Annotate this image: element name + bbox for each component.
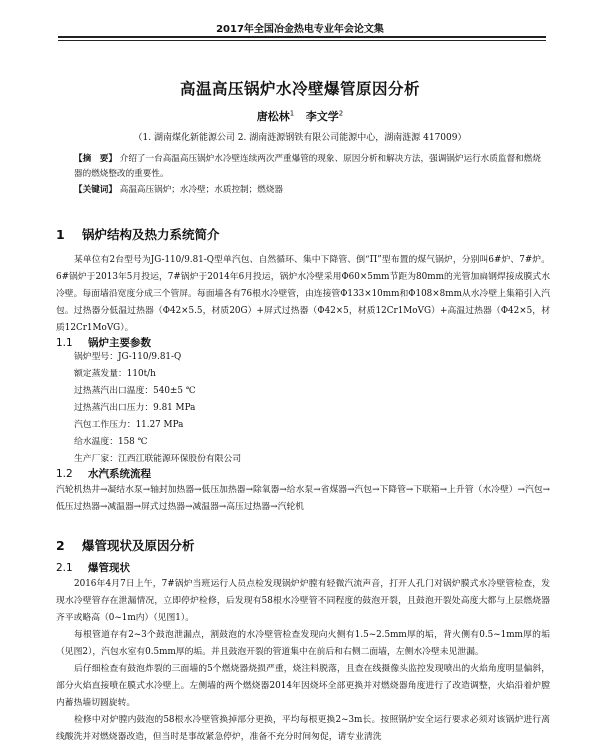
running-header: 2017年全国冶金热电专业年会论文集 [216,24,384,35]
section-heading [56,225,220,243]
section-number: 1 [56,227,65,242]
subsection-number: 2.1 [56,562,73,574]
section-heading [56,536,195,554]
author-mark: 1 [289,109,295,118]
paper-title: 高温高压锅炉水冷壁爆管原因分析 [179,80,420,98]
paragraph: 每根管道存有2~3个鼓泡泄漏点，割鼓泡的水冷壁管检查发现向火侧有1.5~2.5mm厚的垢，背火侧有0.5~1mm厚的垢（见图2），汽包水室有0.5mm厚的垢。并且鼓泡开裂的管道集中在前后和右侧二面墙，左侧水冷壁未见泄漏。 [56,630,550,657]
body-paragraph [56,576,550,746]
section-number: 2 [56,538,65,553]
paragraph: 2016年4月7日上午，7#锅炉当班运行人员点检发现锅炉炉膛有轻微汽流声音，打开人孔门对锅炉膜式水冷壁管检查，发现水冷壁管存在泄漏情况，立即停炉检修，后发现有58根水冷壁管不同程度的鼓泡开裂，且鼓泡开裂处高度大都与上层燃烧器齐平或略高（0~1m内）（见图1）。 [56,579,550,623]
author-name: 唐松林 [256,110,290,123]
section-title: 锅炉结构及热力系统简介 [82,227,220,242]
keywords [74,183,544,198]
header-rule-thin [58,40,546,41]
abstract [74,152,544,182]
subsection-heading [56,466,151,481]
subsection-title: 爆管现状 [88,562,130,574]
paragraph: 检修中对炉膛内鼓泡的58根水冷壁管换掉部分更换，平均每根更换2~3m长。按照锅炉安全运行要求必须对该锅炉进行离线酸洗并对燃烧器改造，但当时是事故紧急停炉，准备不充分时间匆促，请专业清洗 [56,715,550,742]
author-name: 李文学 [305,110,339,123]
parameter-item: 过热蒸汽出口压力：9.81 MPa [74,403,196,413]
body-paragraph: 某单位有2台型号为JG-110/9.81-Q型单汽包、自然循环、集中下降管、倒“П”型布置的煤气锅炉，分别叫6#炉、7#炉。6#锅炉于2013年5月投运，7#锅炉于2014年6月投运，锅炉水冷壁采用Φ60×5mm节距为80mm的光管加扁钢焊接成膜式水冷壁。每面墙沿宽度分成三个管屏。每面墙各有76根水冷壁管，由连接管Φ133×10mm和Φ108×8mm从水冷壁上集箱引入汽包。过热器分低温过热器（Φ42×5.5，材质20G）+屏式过热器（Φ42×5，材质12Cr1MoVG）+高温过热器（Φ42×5，材质12Cr1MoVG）。 [56,255,550,333]
parameter-item: 生产厂家：江西江联能源环保股份有限公司 [74,454,242,464]
subsection-number: 1.1 [56,337,73,349]
keywords-text: 高温高压锅炉；水冷壁；水质控制；燃烧器 [119,185,284,195]
subsection-title: 水汽系统流程 [88,468,151,480]
subsection-number: 1.2 [56,468,73,480]
keywords-label: 【关键词】 [74,185,117,195]
subsection-heading [56,335,151,350]
author-line [0,108,600,124]
abstract-label: 【摘 要】 [74,154,117,164]
affiliation: （1. 湖南煤化新能源公司 2. 湖南涟源钢铁有限公司能源中心，湖南涟源 417009） [133,133,467,143]
parameter-item: 给水温度：158 ℃ [74,437,148,447]
abstract-text: 介绍了一台高温高压锅炉水冷壁连续两次严重爆管的现象、原因分析和解决方法，强调锅炉运行水质监督和燃烧器的燃烧整改的重要性。 [74,154,541,179]
subsection-heading [56,560,130,575]
parameter-item: 汽包工作压力：11.27 MPa [74,420,184,430]
parameter-list [74,349,241,468]
author-mark: 2 [338,109,344,118]
parameter-item: 额定蒸发量：110t/h [74,369,156,379]
subsection-title: 锅炉主要参数 [88,337,151,349]
paragraph: 后仔细检查有鼓泡炸裂的三面墙的5个燃烧器烧损严重，烧注料脱落，且查在线摄像头监控发现喷出的火焰角度明显偏斜，部分火焰直接喷在膜式水冷壁上。左侧墙的两个燃烧器2014年因烧坏全部更换并对燃烧器角度进行了改造调整，火焰沿着炉膛内蓄热墙切圆旋转。 [56,664,550,708]
parameter-item: 过热蒸汽出口温度：540±5 ℃ [74,386,196,396]
header-rule-thick [58,36,546,38]
section-title: 爆管现状及原因分析 [82,538,195,553]
parameter-item: 锅炉型号：JG-110/9.81-Q [74,352,182,362]
flow-paragraph: 汽轮机热井→凝结水泵→轴封加热器→低压加热器→除氧器→给水泵→省煤器→汽包→下降管→下联箱→上升管（水冷壁）→汽包→低压过热器→减温器→屏式过热器→减温器→高压过热器→汽轮机 [56,485,550,512]
